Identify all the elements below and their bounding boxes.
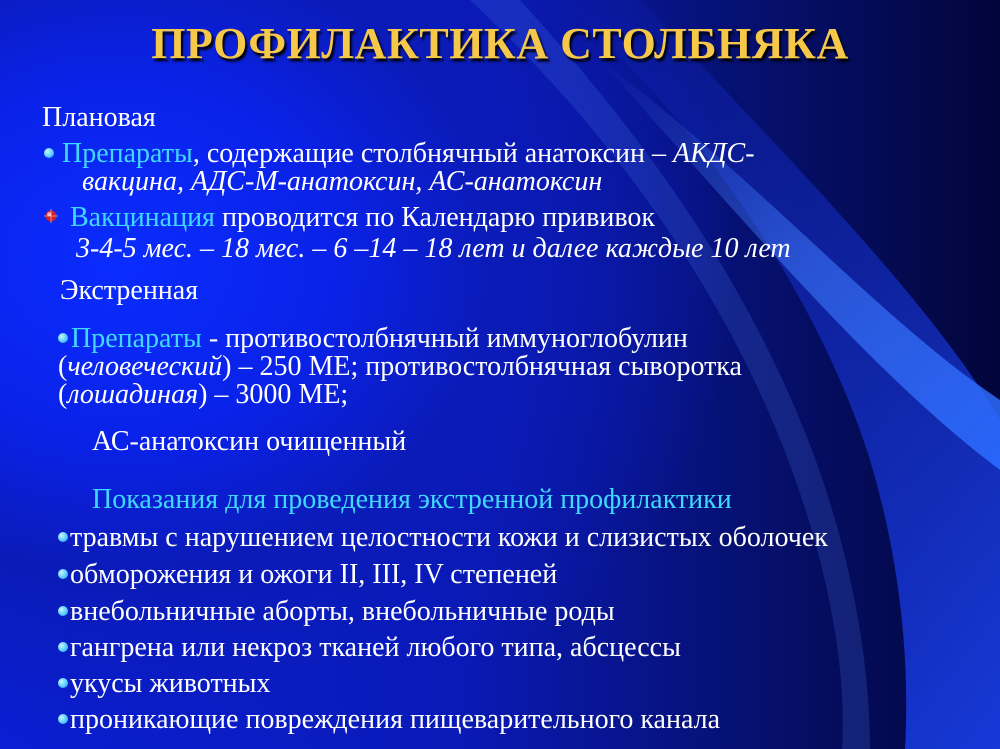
indication-text: травмы с нарушением целостности кожи и слизистых оболочек: [70, 522, 828, 553]
indication-text: гангрена или некроз тканей любого типа, абсцессы: [70, 632, 681, 663]
indication-item: [58, 596, 615, 628]
indication-item: [58, 522, 828, 554]
bullet-dot-icon: [58, 532, 68, 542]
paren-open: (: [58, 379, 68, 410]
indication-text: внебольничные аборты, внебольничные роды: [70, 596, 615, 627]
bullet-dot-icon: [58, 606, 68, 616]
as-anatoxin: АС-анатоксин очищенный: [92, 426, 407, 457]
prep2-label: Препараты: [71, 323, 202, 354]
prep2-l2-rest: ) – 250 МЕ; противостолбнячная сыворотка: [222, 351, 742, 382]
indication-text: укусы животных: [70, 668, 271, 699]
prep2-l2-italic: человеческий: [67, 351, 223, 382]
indication-item: [58, 704, 720, 736]
bullet-dot-icon: [58, 333, 68, 343]
prep2-line3: [58, 379, 348, 411]
paren-open: (: [58, 351, 68, 382]
planned-heading: Плановая: [42, 102, 156, 133]
bullet-dot-icon: [58, 678, 68, 688]
prep1-italic: АКДС-: [673, 138, 755, 169]
indication-item: [58, 559, 557, 591]
indication-item: [58, 632, 681, 664]
bullet-dot-icon: [44, 148, 54, 158]
slide-title: ПРОФИЛАКТИКА СТОЛБНЯКА: [151, 19, 849, 68]
vacc-text: проводится по Календарю прививок: [214, 202, 656, 233]
prep2-l3-italic: лошадиная: [67, 379, 199, 410]
vacc-label: Вакцинация: [70, 202, 215, 233]
bullet-dot-icon: [58, 714, 68, 724]
prep2-l3-rest: ) – 3000 МЕ;: [198, 379, 349, 410]
indications-heading: Показания для проведения экстренной профилактики: [92, 484, 732, 515]
vacc-schedule: 3-4-5 мес. – 18 мес. – 6 –14 – 18 лет и далее каждые 10 лет: [76, 233, 791, 264]
indication-text: обморожения и ожоги II, III, IV степеней: [70, 559, 558, 590]
prep1-label: Препараты: [62, 138, 193, 169]
prep2-text: - противостолбнячный иммуноглобулин: [201, 323, 688, 354]
bullet-dot-icon: [58, 569, 68, 579]
prep1-text: , содержащие столбнячный анатоксин –: [192, 138, 674, 169]
indication-text: проникающие повреждения пищеварительного канала: [70, 704, 721, 735]
bullet-dot-icon: [58, 642, 68, 652]
indication-item: [58, 668, 270, 700]
emergency-heading: Экстренная: [60, 275, 199, 306]
star-bullet-icon: [44, 209, 58, 223]
bullet-vaccination: [44, 202, 655, 234]
prep1-line2: вакцина, АДС-М-анатоксин, АС-анатоксин: [82, 166, 603, 197]
